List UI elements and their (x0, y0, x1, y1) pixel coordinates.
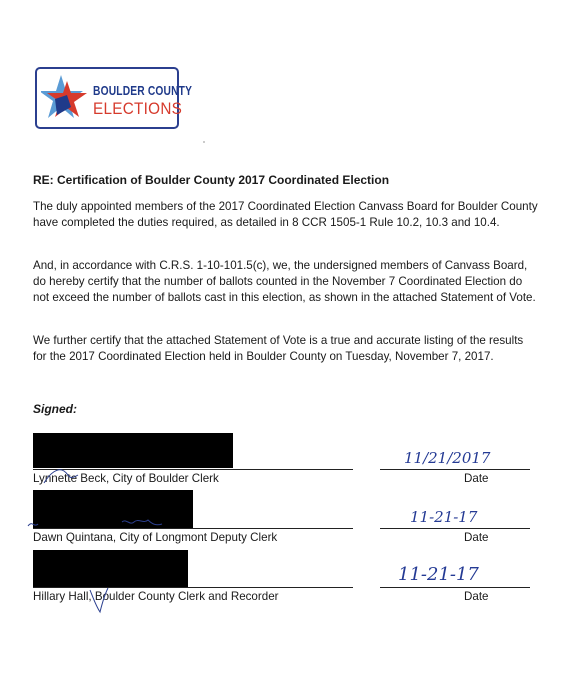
handwritten-date: 11-21-17 (398, 564, 479, 585)
signer-name: Lynnette Beck, City of Boulder Clerk (33, 472, 219, 485)
paragraph-statement-of-vote: We further certify that the attached Statement of Vote is a true and accurate listing of the results for the 2017 Coordinated Election held in Boulder County on Tuesday, November 7, 2017. (33, 334, 524, 364)
date-line (380, 528, 530, 529)
logo-text-line2: ELECTIONS (93, 99, 183, 118)
signature-ink-mark (26, 514, 166, 532)
paragraph-canvass-board: The duly appointed members of the 2017 Coordinated Election Canvass Board for Boulder County have completed the duties required, as detailed in 8 CCR 1505-1 Rule 10.2, 10.3 and 10.4. (33, 200, 538, 230)
handwritten-date: 11-21-17 (410, 508, 478, 526)
signer-name: Hillary Hall, Boulder County Clerk and Recorder (33, 590, 279, 603)
date-label: Date (464, 531, 489, 544)
signer-name: Dawn Quintana, City of Longmont Deputy Clerk (33, 531, 278, 544)
date-line (380, 469, 530, 470)
signature-ink-mark (40, 463, 100, 487)
signed-label: Signed: (33, 402, 77, 416)
logo-text-line1: BOULDER COUNTY (93, 84, 193, 98)
speck-mark (203, 141, 205, 143)
signature-ink-mark (84, 586, 114, 614)
paragraph-certification: And, in accordance with C.R.S. 1-10-101.5(c), we, the undersigned members of Canvass Board, do hereby certify that the number of ballots counted in the November 7 Coordinated Election do not exceed the number of ballots cast in this election, as shown in the attached Statement of Vote. (33, 259, 536, 305)
signature-line (33, 587, 353, 588)
boulder-county-elections-logo (35, 67, 193, 129)
redacted-signature (33, 550, 188, 588)
star-icon (41, 73, 93, 123)
date-label: Date (464, 590, 489, 603)
document-heading: RE: Certification of Boulder County 2017 Coordinated Election (33, 173, 390, 187)
date-label: Date (464, 472, 489, 485)
handwritten-date: 11/21/2017 (404, 449, 491, 467)
date-line (380, 587, 530, 588)
